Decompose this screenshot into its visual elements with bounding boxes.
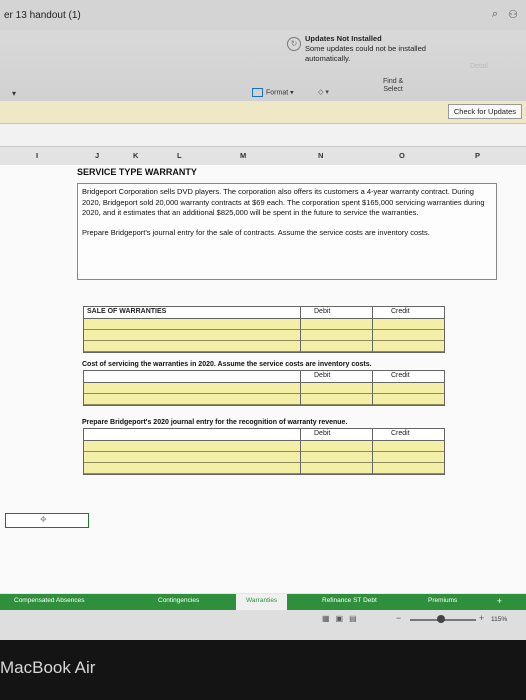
- laptop-bezel: [0, 640, 526, 700]
- column-divider: [372, 371, 373, 405]
- notification-title: Updates Not Installed: [305, 34, 382, 43]
- column-header[interactable]: P: [475, 151, 481, 160]
- table-label: SALE OF WARRANTIES: [87, 308, 167, 315]
- format-cells-icon: [252, 88, 263, 97]
- table-header: [84, 371, 444, 383]
- update-icon: ↻: [287, 37, 301, 51]
- column-header[interactable]: N: [318, 151, 324, 160]
- format-label: Format: [266, 89, 289, 97]
- clear-dropdown[interactable]: ◇ ▾: [318, 89, 329, 96]
- table3-caption: Prepare Bridgeport's 2020 journal entry for the recognition of warranty revenue.: [82, 419, 348, 426]
- column-divider: [300, 307, 301, 352]
- table-row[interactable]: [84, 394, 444, 405]
- find-label: Find &: [383, 78, 404, 85]
- find-select-button[interactable]: [383, 78, 403, 94]
- zoom-level: 115%: [491, 616, 508, 623]
- view-buttons[interactable]: ▦▣▤: [322, 614, 363, 623]
- table-row[interactable]: [84, 330, 444, 341]
- table2-caption: Cost of servicing the warranties in 2020. Assume the service costs are inventory costs.: [82, 361, 372, 368]
- tab-warranties[interactable]: Warranties: [236, 594, 287, 610]
- details-faded-label: Detail: [470, 63, 488, 70]
- zoom-slider-handle[interactable]: [437, 615, 445, 623]
- sale-of-warranties-table[interactable]: [83, 306, 445, 353]
- tab-contingencies[interactable]: Contingencies: [158, 597, 200, 604]
- column-header[interactable]: K: [133, 151, 139, 160]
- credit-header: Credit: [391, 308, 410, 315]
- column-header[interactable]: M: [240, 151, 247, 160]
- share-icon[interactable]: ⚇: [508, 9, 518, 21]
- search-icon[interactable]: ⌕: [491, 8, 498, 20]
- column-header[interactable]: I: [36, 151, 39, 160]
- column-header[interactable]: L: [177, 151, 182, 160]
- column-divider: [372, 307, 373, 352]
- check-for-updates-button[interactable]: Check for Updates: [448, 104, 522, 119]
- table-row[interactable]: [84, 452, 444, 463]
- debit-header: Debit: [314, 430, 331, 437]
- debit-header: Debit: [314, 308, 331, 315]
- column-header[interactable]: O: [399, 151, 405, 160]
- add-sheet-icon[interactable]: +: [496, 596, 502, 606]
- table-row[interactable]: [84, 463, 444, 474]
- column-divider: [372, 429, 373, 474]
- cost-of-servicing-table[interactable]: [83, 370, 445, 406]
- table-header: [84, 307, 444, 319]
- tab-premiums[interactable]: Premiums: [428, 597, 458, 604]
- problem-paragraph: Bridgeport Corporation sells DVD players. The corporation also offers its customers a 4-year warranty contract. During 2020, Bridgeport sold 20,000 warranty contracts at $69 each. The corporation spent $165,000 servicing warranties during 2020, and it estimates that an additional $825,000 will be spent in the future to service the warranties.: [82, 187, 485, 217]
- chevron-down-icon[interactable]: ▾: [12, 89, 17, 98]
- table-row[interactable]: [84, 441, 444, 452]
- title-bar: [0, 0, 526, 30]
- column-divider: [300, 429, 301, 474]
- credit-header: Credit: [391, 430, 410, 437]
- table-row[interactable]: [84, 341, 444, 352]
- column-divider: [300, 371, 301, 405]
- credit-header: Credit: [391, 372, 410, 379]
- status-bar: [0, 610, 526, 640]
- column-header[interactable]: J: [95, 151, 100, 160]
- tab-compensated-absences[interactable]: Compensated Absences: [14, 597, 85, 604]
- device-label: MacBook Air: [0, 658, 96, 677]
- cursor-icon: ✥: [40, 515, 47, 524]
- update-notification[interactable]: [305, 34, 426, 64]
- select-label: Select: [383, 86, 403, 93]
- format-button[interactable]: Format ▾: [252, 88, 294, 97]
- zoom-out-icon[interactable]: −: [396, 613, 402, 623]
- notification-line1: Some updates could not be installed: [305, 44, 426, 53]
- selected-cell[interactable]: [5, 513, 89, 528]
- formula-bar[interactable]: [0, 124, 526, 147]
- window-title: er 13 handout (1): [4, 10, 81, 21]
- problem-instruction: Prepare Bridgeport's journal entry for the sale of contracts. Assume the service costs are inventory costs.: [82, 227, 430, 237]
- tab-refinance-st-debt[interactable]: Refinance ST Debt: [322, 597, 377, 604]
- sheet-heading: SERVICE TYPE WARRANTY: [77, 167, 197, 177]
- zoom-in-icon[interactable]: +: [479, 613, 485, 623]
- column-headers: [0, 147, 526, 166]
- table-row[interactable]: [84, 383, 444, 394]
- debit-header: Debit: [314, 372, 331, 379]
- table-row[interactable]: [84, 319, 444, 330]
- warranty-revenue-table[interactable]: [83, 428, 445, 475]
- table-header: [84, 429, 444, 441]
- problem-text-box[interactable]: [77, 183, 497, 280]
- notification-line2: automatically.: [305, 54, 351, 63]
- sheet-tabs: [0, 594, 526, 610]
